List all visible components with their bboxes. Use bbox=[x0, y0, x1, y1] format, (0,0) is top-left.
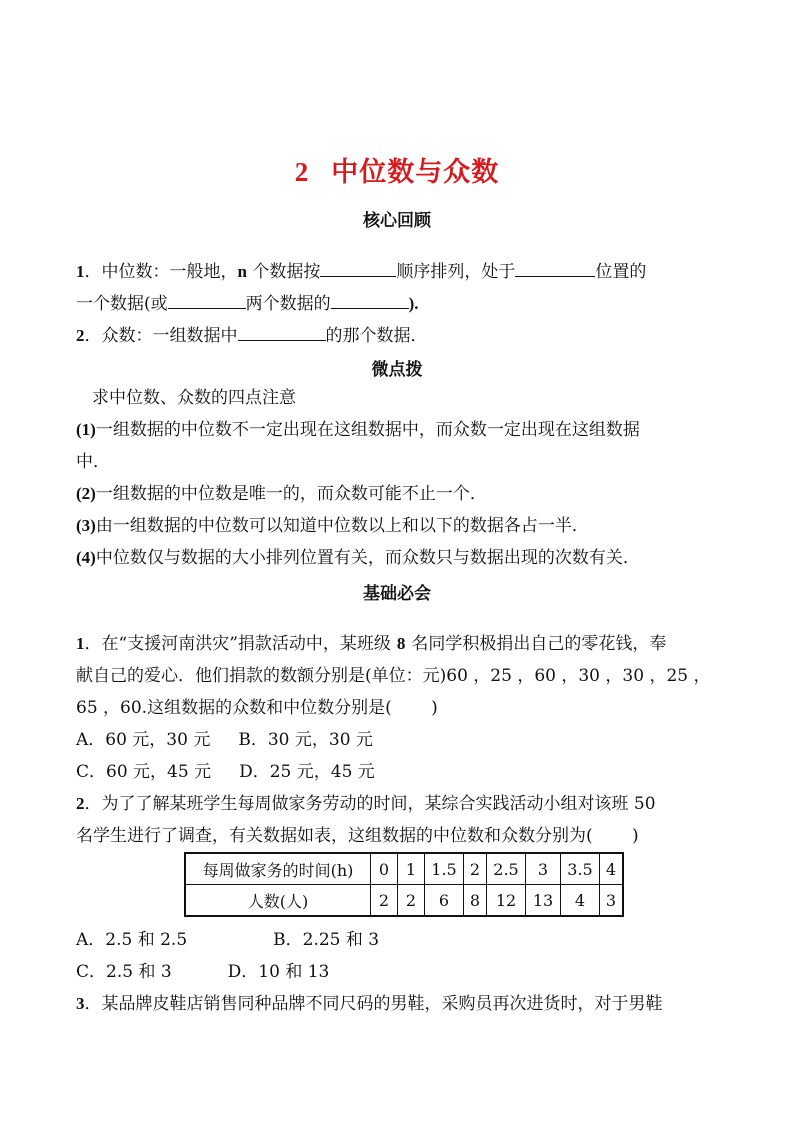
table-cell: 1.5 bbox=[425, 853, 464, 885]
table-cell: 3 bbox=[526, 853, 561, 885]
question-1-options-cd bbox=[76, 760, 726, 784]
table-cell: 13 bbox=[526, 885, 561, 917]
option-a[interactable]: A．60 元，30 元 bbox=[76, 730, 211, 750]
question-2-options-cd bbox=[76, 960, 726, 984]
question-3-line-1: 3．某品牌皮鞋店销售同种品牌不同尺码的男鞋，采购员再次进货时，对于男鞋 bbox=[76, 994, 663, 1014]
table-cell: 4 bbox=[561, 885, 600, 917]
review-item-2: 2．众数：一组数据中 的那个数据． bbox=[76, 322, 726, 348]
option-c[interactable]: C．60 元，45 元 bbox=[76, 762, 212, 782]
option-d[interactable]: D．10 和 13 bbox=[227, 962, 330, 982]
table-cell: 6 bbox=[425, 885, 464, 917]
table-cell: 3.5 bbox=[561, 853, 600, 885]
tip-1: (1)一组数据的中位数不一定出现在这组数据中，而众数一定出现在这组数据 bbox=[76, 420, 640, 440]
tip-1-cont: 中． bbox=[76, 452, 110, 472]
answer-blank[interactable] bbox=[168, 290, 246, 309]
table-cell: 2.5 bbox=[487, 853, 526, 885]
table-cell: 4 bbox=[600, 853, 624, 885]
option-c[interactable]: C．2.5 和 3 bbox=[76, 962, 172, 982]
title-text: 中位数与众数 bbox=[331, 157, 500, 188]
option-d[interactable]: D．25 元，45 元 bbox=[239, 762, 375, 782]
table-cell: 1 bbox=[398, 853, 425, 885]
tip-3: (3)由一组数据的中位数可以知道中位数以上和以下的数据各占一半． bbox=[76, 516, 589, 536]
table-row bbox=[185, 853, 623, 885]
table-header-cell: 人数(人) bbox=[185, 885, 371, 917]
table-cell: 2 bbox=[398, 885, 425, 917]
table-cell: 2 bbox=[371, 885, 398, 917]
page-title bbox=[0, 150, 794, 189]
answer-blank[interactable] bbox=[238, 322, 326, 341]
tip-4: (4)中位数仅与数据的大小排列位置有关，而众数只与数据出现的次数有关． bbox=[76, 548, 640, 568]
question-1-line-1: 1．在“支援河南洪灾”捐款活动中，某班级 8 名同学积极捐出自己的零花钱，奉 bbox=[76, 634, 667, 654]
heading-basics: 基础必会 bbox=[363, 584, 431, 604]
question-2-line-1: 2．为了了解某班学生每周做家务劳动的时间，某综合实践活动小组对该班 50 bbox=[76, 794, 656, 814]
table-header-cell: 每周做家务的时间(h) bbox=[185, 853, 371, 885]
tip-2: (2)一组数据的中位数是唯一的，而众数可能不止一个． bbox=[76, 484, 487, 504]
table-cell: 8 bbox=[464, 885, 487, 917]
table-cell: 3 bbox=[600, 885, 624, 917]
question-1-line-3: 65 ，60.这组数据的众数和中位数分别是( ) bbox=[76, 698, 438, 718]
answer-blank[interactable] bbox=[320, 258, 396, 277]
answer-blank[interactable] bbox=[515, 258, 595, 277]
tips-intro: 求中位数、众数的四点注意 bbox=[92, 388, 296, 408]
table-cell: 2 bbox=[464, 853, 487, 885]
table-cell: 0 bbox=[371, 853, 398, 885]
option-a[interactable]: A．2.5 和 2.5 bbox=[76, 930, 188, 950]
heading-core-review: 核心回顾 bbox=[363, 211, 431, 231]
question-2-line-2: 名学生进行了调查，有关数据如表，这组数据的中位数和众数分别为( ) bbox=[76, 826, 639, 846]
question-1-options-ab bbox=[76, 728, 726, 752]
question-2-options-ab bbox=[76, 928, 726, 952]
review-item-1: 1．中位数：一般地，n 个数据按 顺序排列，处于 位置的 bbox=[76, 258, 726, 284]
review-item-1-cont: 一个数据(或 两个数据的 ). bbox=[76, 290, 726, 316]
option-b[interactable]: B．2.25 和 3 bbox=[273, 930, 380, 950]
question-1-line-2: 献自己的爱心．他们捐款的数额分别是(单位：元)60 ，25 ，60 ，30 ，30 ，25 ， bbox=[76, 666, 711, 686]
data-table bbox=[184, 852, 624, 917]
answer-blank[interactable] bbox=[331, 290, 409, 309]
heading-tips: 微点拨 bbox=[371, 360, 423, 380]
table-row bbox=[185, 885, 623, 917]
title-number: 2 bbox=[294, 157, 310, 187]
option-b[interactable]: B．30 元，30 元 bbox=[238, 730, 373, 750]
table-cell: 12 bbox=[487, 885, 526, 917]
